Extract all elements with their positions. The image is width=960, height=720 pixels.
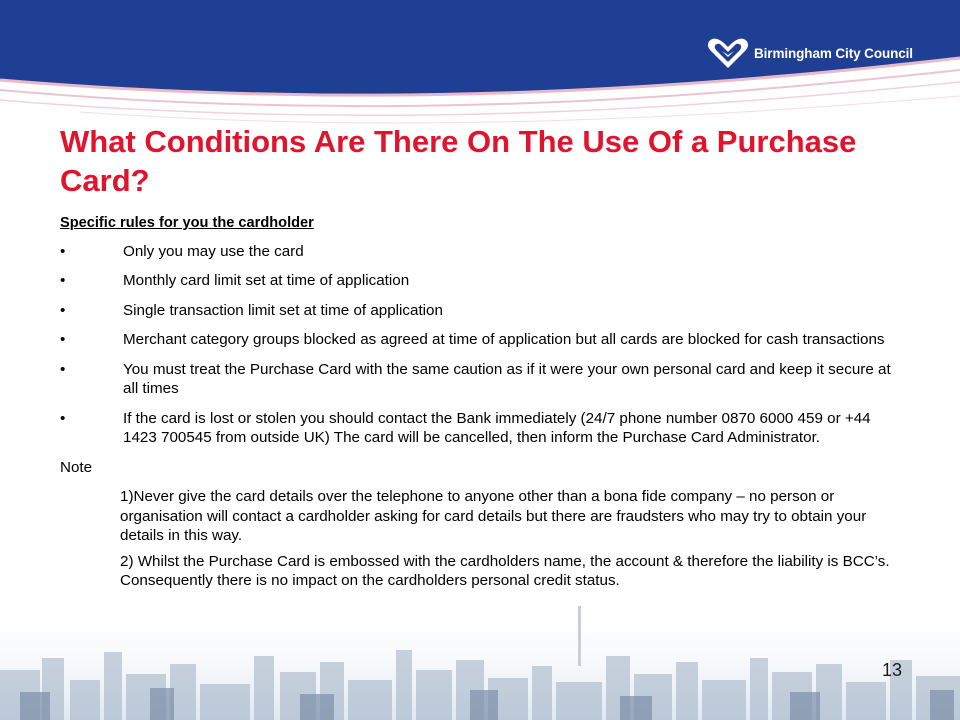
rule-text: You must treat the Purchase Card with the same caution as if it were your own personal card and keep it secure at all times [123, 360, 891, 397]
slide-content [60, 214, 920, 597]
bullet: • [60, 331, 66, 348]
slide-title: What Conditions Are There On The Use Of a Purchase Card? [60, 124, 857, 198]
list-item [60, 409, 920, 448]
header-band [0, 0, 960, 140]
rule-text: Only you may use the card [123, 242, 304, 260]
bullet: • [60, 242, 66, 260]
city-skyline-image [0, 600, 960, 720]
logo-text: Birmingham City Council [754, 45, 913, 61]
council-logo [706, 36, 913, 70]
rule-text: Monthly card limit set at time of application [123, 272, 410, 289]
note-item: 2) Whilst the Purchase Card is embossed with the cardholders name, the account & therefore the liability is BCC’s. Consequently there is no impact on the cardholders personal credit status. [120, 552, 890, 589]
subheading: Specific rules for you the cardholder [60, 215, 314, 231]
rule-text: If the card is lost or stolen you should contact the Bank immediately (24/7 phone number 0870 6000 459 or +44 1423 700545 from outside UK) The card will be cancelled, then inform the Purchase Card Administrator. [123, 409, 871, 446]
list-item [60, 330, 920, 350]
list-item [60, 360, 920, 399]
rule-text: Merchant category groups blocked as agreed at time of application but all cards are blocked for cash transactions [123, 331, 885, 348]
page-number: 13 [882, 660, 903, 680]
bullet: • [60, 272, 66, 289]
list-item [60, 242, 920, 262]
rule-text: Single transaction limit set at time of application [123, 301, 443, 319]
list-item [60, 301, 920, 321]
bullet: • [60, 360, 66, 378]
note-item: 1)Never give the card details over the telephone to anyone other than a bona fide company – no person or organisation will contact a cardholder asking for card details but there are fraudsters who may try to obtain your details in this way. [120, 488, 867, 544]
rules-list [60, 242, 920, 448]
list-item [60, 271, 920, 291]
bullet: • [60, 409, 66, 427]
heart-logo-icon [706, 36, 750, 70]
bullet: • [60, 301, 66, 319]
note-label: Note [60, 458, 93, 476]
